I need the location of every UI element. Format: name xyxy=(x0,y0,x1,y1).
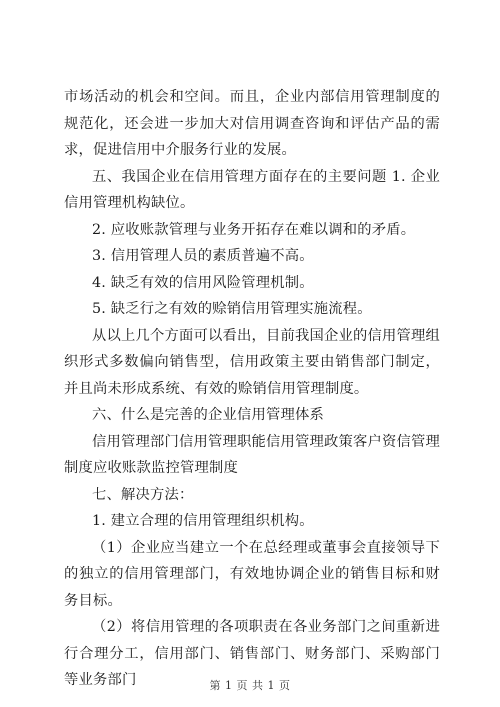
document-body xyxy=(64,84,440,694)
paragraph-6: 5. 缺乏行之有效的赊销信用管理实施流程。 xyxy=(92,301,372,317)
paragraph-12: （1）企业应当建立一个在总经理或董事会直接领导下的独立的信用管理部门，有效地协调企业的销售目标和财务目标。 xyxy=(64,539,440,609)
paragraph-8: 六、什么是完善的企业信用管理体系 xyxy=(92,407,324,423)
paragraph-3: 2. 应收账款管理与业务开拓存在难以调和的矛盾。 xyxy=(92,221,416,238)
paragraph-9: 信用管理部门信用管理职能信用管理政策客户资信管理制度应收账款监控管理制度 xyxy=(64,433,440,476)
paragraph-1: 市场活动的机会和空间。而且，企业内部信用管理制度的规范化，还会进一步加大对信用调查咨询和评估产品的需求，促进信用中介服务行业的发展。 xyxy=(64,89,440,158)
paragraph-13: （2）将信用管理的各项职责在各业务部门之间重新进行合理分工，信用部门、销售部门、财务部门、采购部门等业务部门 xyxy=(64,619,440,688)
paragraph-5: 4. 缺乏有效的信用风险管理机制。 xyxy=(92,274,314,291)
paragraph-11: 1. 建立合理的信用管理组织机构。 xyxy=(92,513,314,529)
paragraph-7: 从以上几个方面可以看出，目前我国企业的信用管理组织形式多数偏向销售型，信用政策主要由销售部门制定，并且尚未形成系统、有效的赊销信用管理制度。 xyxy=(64,327,440,397)
paragraph-4: 3. 信用管理人员的素质普遍不高。 xyxy=(92,248,314,264)
paragraph-10: 七、解决方法： xyxy=(92,486,194,503)
page-footer: 第 1 页 共 1 页 xyxy=(209,679,291,692)
paragraph-2: 五、我国企业在信用管理方面存在的主要问题 1. 企业信用管理机构缺位。 xyxy=(64,168,440,211)
